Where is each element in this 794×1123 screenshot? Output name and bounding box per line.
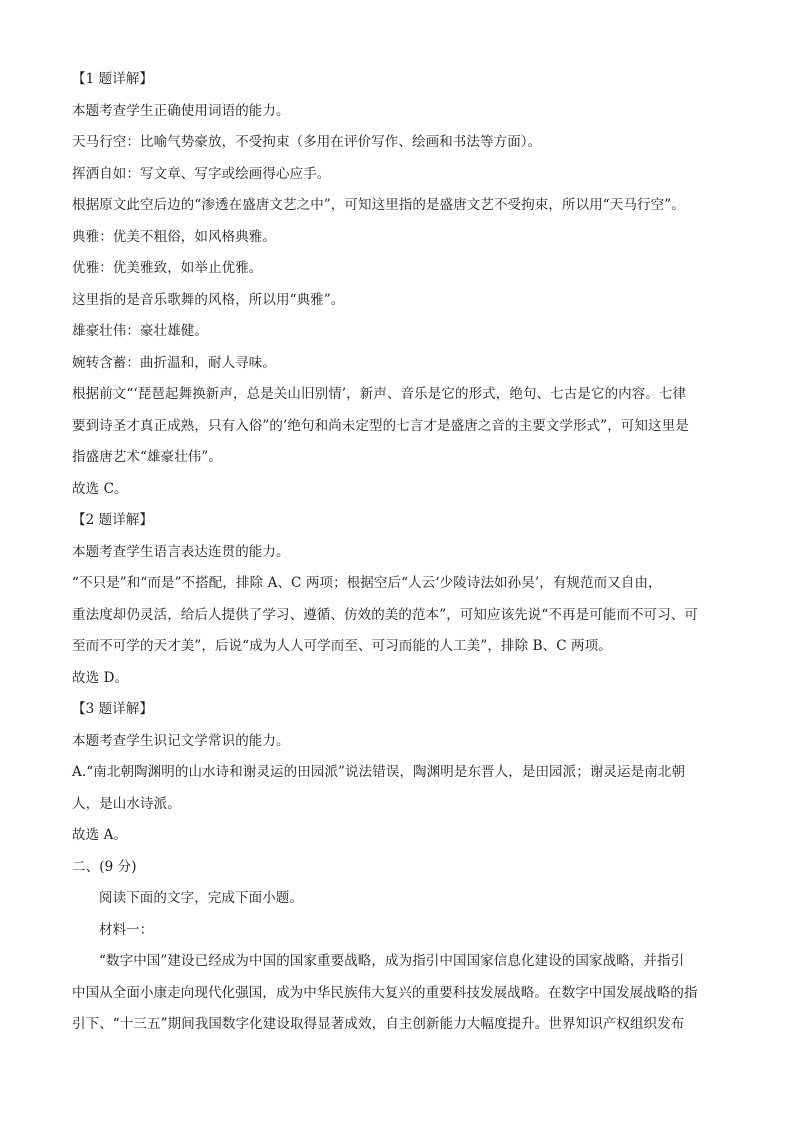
paragraph-line: 重法度却仍灵活，给后人提供了学习、遵循、仿效的美的范本”，可知应该先说“不再是可能而不可习、可 — [72, 606, 699, 623]
answer-line: 故选 D。 — [72, 669, 129, 686]
paragraph-line: 人，是山水诗派。 — [72, 795, 181, 812]
answer-line: 故选 C。 — [72, 480, 128, 497]
paragraph-line: 本题考查学生语言表达连贯的能力。 — [72, 543, 290, 560]
paragraph-line: 本题考查学生识记文学常识的能力。 — [72, 732, 290, 749]
paragraph-line: 本题考查学生正确使用词语的能力。 — [72, 102, 290, 119]
paragraph-line: 根据原文此空后边的“渗透在盛唐文艺之中”，可知这里指的是盛唐文艺不受拘束，所以用“天马行空”。 — [72, 197, 685, 213]
paragraph-line: 这里指的是音乐歌舞的风格，所以用“典雅”。 — [72, 291, 345, 308]
paragraph-line: 指盛唐艺术“雄豪壮伟”。 — [72, 449, 223, 465]
section-heading-part2: 二、(9 分) — [72, 858, 137, 875]
instruction-line: 阅读下面的文字，完成下面小题。 — [99, 890, 303, 906]
paragraph-line: “不只是”和“而是”不搭配，排除 A、C 两项；根据空后“人云‘少陵诗法如孙吴’，有规范而又自由， — [72, 575, 662, 591]
paragraph-line: 雄豪壮伟：豪壮雄健。 — [72, 323, 208, 339]
paragraph-line: 至而不可学的天才美”，后说“成为人人可学而至、可习而能的人工美”，排除 B、C 两项。 — [72, 638, 612, 654]
section-heading-q1: 【1 题详解】 — [72, 71, 154, 87]
paragraph-line: 天马行空：比喻气势豪放，不受拘束（多用在评价写作、绘画和书法等方面）。 — [72, 134, 542, 150]
paragraph-line: 要到诗圣才真正成熟，只有入俗”的’绝句和尚未定型的七言才是盛唐之音的主要文学形式”，可知这里是 — [72, 417, 689, 434]
paragraph-line: 典雅：优美不粗俗，如风格典雅。 — [72, 228, 276, 245]
paragraph-line: 引下、“十三五”期间我国数字化建设取得显著成效，自主创新能力大幅度提升。世界知识产权组织发布 — [72, 1016, 685, 1032]
paragraph-line: 优雅：优美雅致，如举止优雅。 — [72, 260, 263, 276]
paragraph-line: 中国从全面小康走向现代化强国，成为中华民族伟大复兴的重要科技发展战略。在数字中国发展战略的指 — [72, 984, 698, 1001]
paragraph-line: 挥洒自如：写文章、写字或绘画得心应手。 — [72, 165, 331, 182]
section-heading-q3: 【3 题详解】 — [72, 701, 154, 717]
paragraph-line: 根据前文“‘琵琶起舞换新声，总是关山旧别情’，新声、音乐是它的形式，绝句、七古是它的内容。七律 — [72, 386, 687, 402]
section-heading-q2: 【2 题详解】 — [72, 512, 154, 528]
material-label: 材料一： — [99, 921, 154, 938]
paragraph-line: A.“南北朝陶渊明的山水诗和谢灵运的田园派”说法错误，陶渊明是东晋人，是田园派；谢灵运是南北朝 — [72, 764, 686, 780]
answer-line: 故选 A。 — [72, 827, 128, 843]
paragraph-line: “数字中国”建设已经成为中国的国家重要战略，成为指引中国国家信息化建设的国家战略，并指引 — [99, 953, 685, 969]
paragraph-line: 婉转含蓄：曲折温和，耐人寻味。 — [72, 354, 276, 371]
